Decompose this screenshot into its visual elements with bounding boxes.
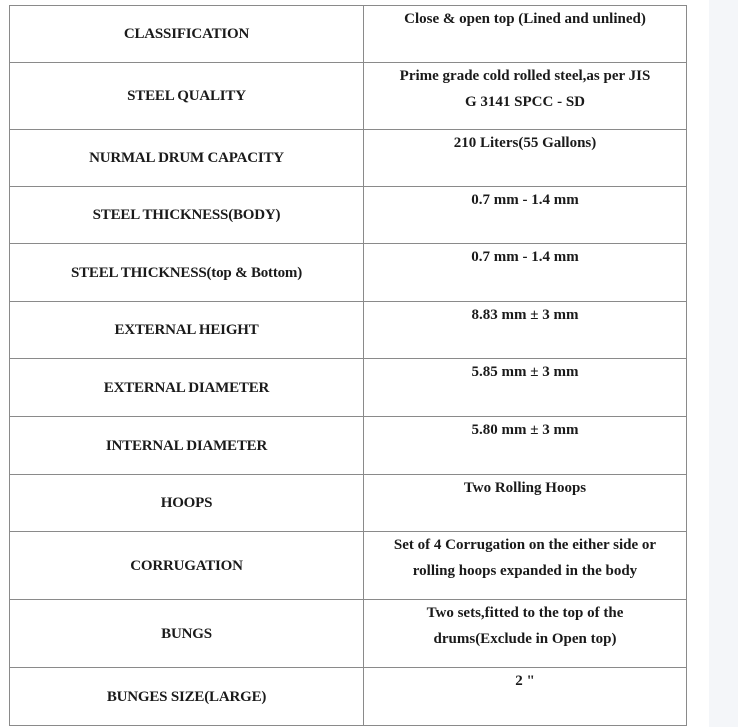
spec-value — [364, 600, 687, 668]
table-row — [10, 63, 687, 130]
spec-label: BUNGS — [10, 600, 364, 668]
spec-value-line: G 3141 SPCC - SD — [464, 94, 585, 110]
spec-value — [364, 6, 687, 63]
spec-label: CORRUGATION — [10, 532, 364, 600]
spec-value-line: drums(Exclude in Open top) — [433, 631, 617, 647]
spec-value-line: Prime grade cold rolled steel,as per JIS — [399, 68, 651, 84]
spec-value-line: 0.7 mm - 1.4 mm — [471, 192, 579, 208]
spec-value — [364, 63, 687, 130]
drum-spec-table — [9, 5, 687, 726]
table-row — [10, 532, 687, 600]
table-row — [10, 6, 687, 63]
spec-value-line: 2 " — [515, 673, 535, 689]
spec-label: BUNGES SIZE(LARGE) — [10, 668, 364, 726]
spec-label: NURMAL DRUM CAPACITY — [10, 130, 364, 187]
table-row — [10, 417, 687, 475]
table-row — [10, 475, 687, 532]
spec-value-line: Close & open top (Lined and unlined) — [404, 11, 646, 27]
table-row — [10, 302, 687, 359]
table-row — [10, 600, 687, 668]
spec-value-line: Two Rolling Hoops — [463, 480, 587, 496]
table-row — [10, 359, 687, 417]
spec-label: CLASSIFICATION — [10, 6, 364, 63]
table-row — [10, 244, 687, 302]
spec-label: HOOPS — [10, 475, 364, 532]
table-row — [10, 130, 687, 187]
spec-value-line: Set of 4 Corrugation on the either side or — [393, 537, 657, 553]
spec-value — [364, 187, 687, 244]
spec-label: STEEL THICKNESS(BODY) — [10, 187, 364, 244]
spec-value-line: 5.85 mm ± 3 mm — [471, 364, 579, 380]
spec-label: INTERNAL DIAMETER — [10, 417, 364, 475]
spec-value — [364, 417, 687, 475]
spec-value — [364, 302, 687, 359]
spec-value-line: rolling hoops expanded in the body — [412, 563, 638, 579]
spec-label: STEEL QUALITY — [10, 63, 364, 130]
table-row — [10, 668, 687, 726]
spec-value — [364, 359, 687, 417]
spec-value-line: 0.7 mm - 1.4 mm — [471, 249, 579, 265]
spec-label: EXTERNAL DIAMETER — [10, 359, 364, 417]
spec-value-line: 5.80 mm ± 3 mm — [471, 422, 579, 438]
spec-value-line: Two sets,fitted to the top of the — [426, 605, 624, 621]
spec-value — [364, 532, 687, 600]
spec-label: STEEL THICKNESS(top & Bottom) — [10, 244, 364, 302]
spec-value — [364, 668, 687, 726]
page-margin-strip — [709, 0, 738, 727]
spec-value-line: 210 Liters(55 Gallons) — [453, 135, 597, 151]
spec-value — [364, 475, 687, 532]
spec-value-line: 8.83 mm ± 3 mm — [471, 307, 579, 323]
spec-value — [364, 244, 687, 302]
spec-label: EXTERNAL HEIGHT — [10, 302, 364, 359]
table-row — [10, 187, 687, 244]
spec-value — [364, 130, 687, 187]
